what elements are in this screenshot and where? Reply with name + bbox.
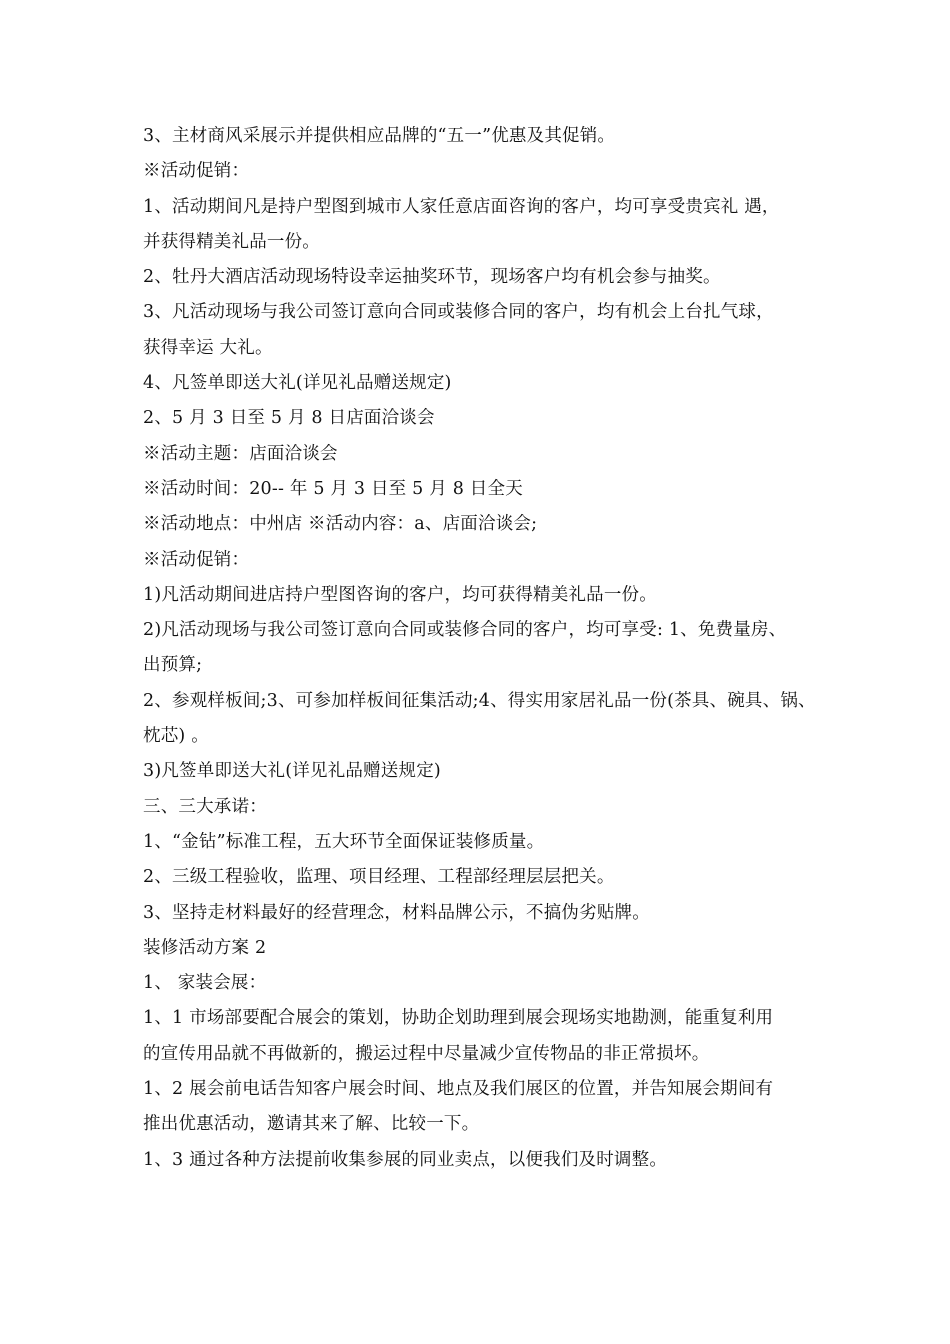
text-line: ※活动地点：中州店 ※活动内容：a、店面洽谈会; [143,514,538,535]
text-line: 的宣传用品就不再做新的，搬运过程中尽量减少宣传物品的非正常损坏。 [143,1043,710,1064]
text-line: 4、凡签单即送大礼(详见礼品赠送规定) [143,373,452,394]
text-line: 2、三级工程验收，监理、项目经理、工程部经理层层把关。 [143,867,615,888]
text-line: ※活动促销： [143,549,250,570]
text-line: 2、牡丹大酒店活动现场特设幸运抽奖环节，现场客户均有机会参与抽奖。 [143,267,721,288]
text-line: 1、3 通过各种方法提前收集参展的同业卖点，以便我们及时调整。 [143,1149,668,1170]
text-line: 2)凡活动现场与我公司签订意向合同或装修合同的客户，均可享受: 1、免费量房、 [143,620,787,641]
text-line: 1、 家装会展： [143,973,267,994]
text-line: 3、凡活动现场与我公司签订意向合同或装修合同的客户，均有机会上台扎气球， [143,302,774,323]
text-line: 装修活动方案 2 [143,937,267,958]
text-line: 3、主材商风采展示并提供相应品牌的“五一”优惠及其促销。 [143,126,616,146]
text-line: 1)凡活动期间进店持户型图咨询的客户，均可获得精美礼品一份。 [143,584,657,605]
text-line: 1、2 展会前电话告知客户展会时间、地点及我们展区的位置，并告知展会期间有 [143,1079,774,1100]
text-line: 3、坚持走材料最好的经营理念，材料品牌公示，不搞伪劣贴牌。 [143,902,650,923]
text-line: ※活动主题：店面洽谈会 [143,443,338,464]
text-line: 枕芯) 。 [143,726,209,747]
text-line: 并获得精美礼品一份。 [143,231,320,252]
text-line: 2、5 月 3 日至 5 月 8 日店面洽谈会 [143,408,435,429]
text-line: 2、参观样板间;3、可参加样板间征集活动;4、得实用家居礼品一份(茶具、碗具、锅、 [143,690,816,711]
text-line: 1、活动期间凡是持户型图到城市人家任意店面咨询的客户，均可享受贵宾礼 遇， [143,196,780,217]
text-line: 3)凡签单即送大礼(详见礼品赠送规定) [143,761,441,782]
text-line: 1、1 市场部要配合展会的策划，协助企划助理到展会现场实地勘测，能重复利用 [143,1008,774,1029]
document-body [143,119,823,1178]
text-line: 1、“金钻”标准工程，五大环节全面保证装修质量。 [143,831,545,852]
text-line: 获得幸运 大礼。 [143,337,273,358]
text-line: 三、三大承诺： [143,796,267,817]
text-line: 推出优惠活动，邀请其来了解、比较一下。 [143,1114,480,1135]
text-line: ※活动时间：20-- 年 5 月 3 日至 5 月 8 日全天 [143,478,523,499]
text-line: ※活动促销： [143,161,250,182]
text-line: 出预算; [143,655,203,676]
